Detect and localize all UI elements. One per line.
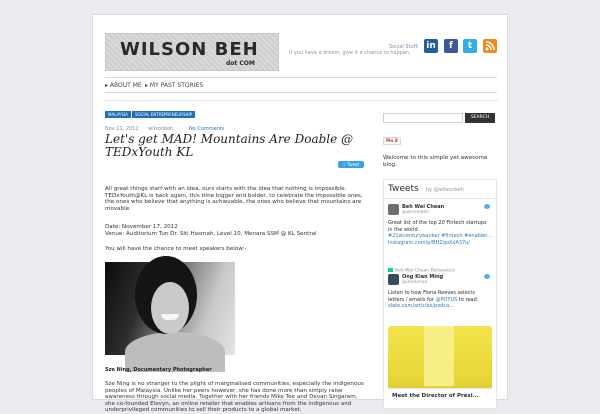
- retweet-indicator: Beh Wei Chean Retweeted: [388, 268, 455, 274]
- tweet-text: Listen to how Fiona Reeves selects letters / emails for @POTUS to read: slate.com/articles/podca...: [388, 290, 479, 310]
- tweet-author-handle[interactable]: @imokman: [402, 280, 428, 285]
- logo-suffix: dot COM: [226, 60, 255, 67]
- avatar[interactable]: [388, 274, 399, 285]
- post-author[interactable]: wilsonbeh: [148, 125, 174, 132]
- tweet-mention[interactable]: @POTUS: [435, 296, 458, 303]
- tweet-text: Great list of the top 20 Fintech startups in the world #21stcenturybanker #fintech #enabler... instagram.com/p/BHZqoXxA37o/: [388, 220, 492, 246]
- post-paragraph: Sze Ning is no stranger to the plight of marginalised communities, especially the indigenous peoples of Malaysia. Unlike her peers however, she has done more than simply raise awareness through social media. Together with her friends Mike Tee and Devan Singaram, she co-founded Elevyn, an online retailer that enables artisans from the indigenous and underprivileged communities to sell their products to a global market.: [105, 381, 364, 414]
- logo-text: WILSON BEH: [120, 39, 259, 60]
- post-meta: [105, 125, 236, 132]
- tweets-handle[interactable]: by @wilsonbeh: [426, 187, 464, 193]
- post-comments[interactable]: No Comments: [188, 125, 225, 132]
- post-date: Nov 11, 2012: [105, 125, 139, 132]
- tweet-author-name[interactable]: Ong Kian Ming: [402, 274, 444, 280]
- card-title: Meet the Director of Presi...: [392, 393, 479, 399]
- divider: [105, 100, 497, 101]
- event-venue: Venue: Auditorium Tun Dr. Siti Hasmah, Level 10, Menara SSM @ KL Sentral: [105, 230, 317, 237]
- tweet-button[interactable]: ✓ Tweet: [338, 161, 364, 168]
- twitter-icon[interactable]: t: [463, 39, 477, 53]
- event-details: [105, 224, 367, 237]
- nav-item-past-stories[interactable]: ▸ MY PAST STORIES: [145, 82, 204, 89]
- nav-item-about-me[interactable]: ▸ ABOUT ME: [105, 82, 142, 89]
- divider: [384, 198, 496, 199]
- search-button[interactable]: SEARCH: [465, 113, 495, 123]
- search-input[interactable]: [383, 113, 463, 123]
- twitter-widget: [383, 179, 497, 409]
- retweet-icon: [388, 268, 393, 272]
- tweet-author-handle[interactable]: @wilsonbeh: [402, 210, 430, 215]
- post-title[interactable]: Let's get MAD! Mountains Are Doable @ TEDxYouth KL: [105, 132, 354, 159]
- twitter-bird-icon: [484, 274, 490, 279]
- post-paragraph: You will have the chance to meet speakers below:-: [105, 246, 247, 252]
- photo-caption: Sze Ning, Documentary Photographer: [105, 367, 212, 373]
- rss-icon[interactable]: [483, 39, 497, 53]
- main-nav: [105, 77, 497, 93]
- facebook-icon[interactable]: f: [444, 39, 458, 53]
- social-stuff-label: Social Stuff:: [389, 44, 419, 50]
- page-container: [92, 14, 508, 414]
- event-date: Date: November 17, 2012: [105, 224, 178, 230]
- post-paragraph: All great things start with an idea, ours starts with the idea that nothing is impossible. TEDxYouth@KL is back again, this time bigger and bolder, to celebrate the impossible ones, the ones who believe that anything is achievable, the ones who believe that mountains are movable.: [105, 186, 363, 212]
- tweet-link[interactable]: slate.com/articles/podca...: [388, 303, 455, 310]
- speaker-photo: [105, 262, 235, 355]
- tweets-header[interactable]: Tweets: [388, 184, 419, 194]
- welcome-text: Welcome to this simple yet awesome blog.: [383, 155, 488, 168]
- post-categories: [105, 111, 196, 119]
- site-tagline: If you have a dream, give it a chance to happen.: [289, 50, 411, 56]
- pin-it-button[interactable]: Pin it: [383, 137, 401, 145]
- avatar[interactable]: [388, 204, 399, 215]
- twitter-bird-icon: [484, 204, 490, 209]
- tweet-hashtags[interactable]: #21stcenturybanker #fintech #enabler...: [388, 233, 492, 240]
- site-logo[interactable]: [105, 33, 279, 71]
- category-tag[interactable]: MALAYSIA: [105, 111, 131, 118]
- tweet-author-name[interactable]: Beh Wei Chean: [402, 204, 445, 210]
- tweet-link[interactable]: instagram.com/p/BHZqoXxA37o/: [388, 239, 470, 246]
- linkedin-icon[interactable]: in: [424, 39, 438, 53]
- tweet-media-card[interactable]: [388, 326, 492, 406]
- category-tag[interactable]: SOCIAL ENTREPRENEURSHIP: [132, 111, 195, 118]
